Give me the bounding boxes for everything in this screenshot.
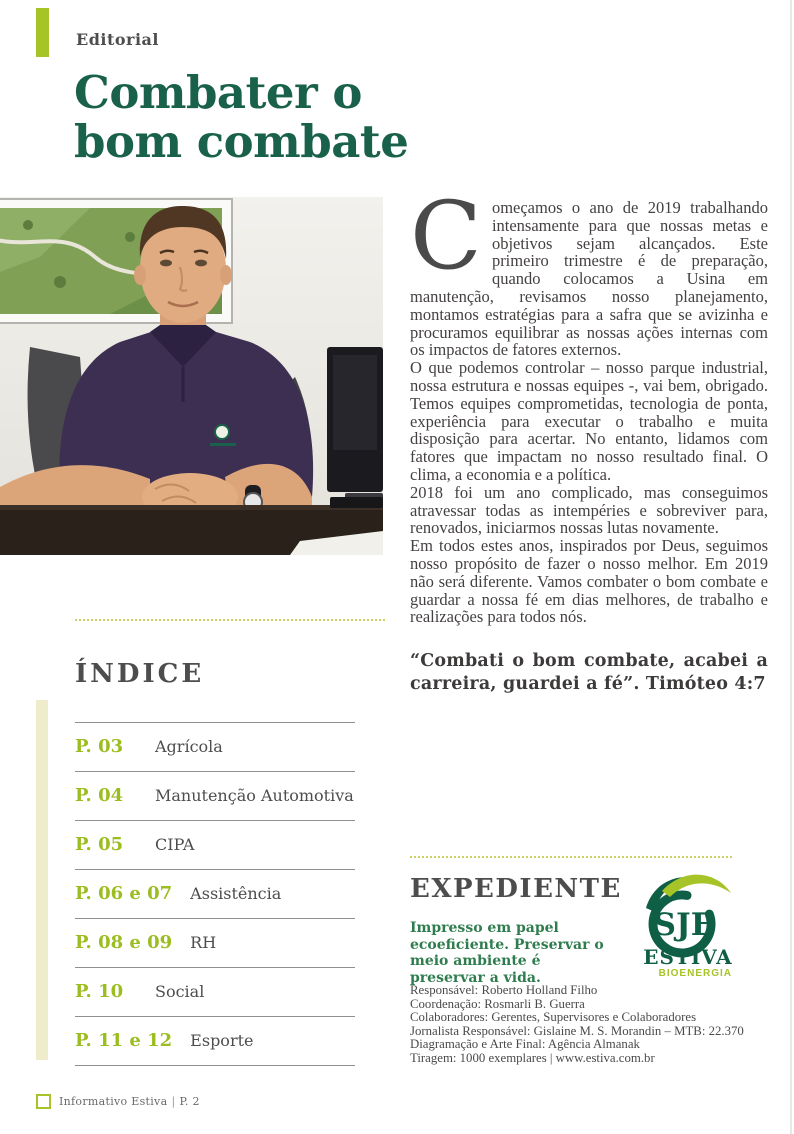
indice-item-label: Esporte [190,1031,254,1051]
computer-monitor [327,347,383,505]
editorial-photo [0,197,383,555]
indice-page-number: P. 10 [75,981,124,1002]
eco-note: Impresso em papel ecoeficiente. Preservar o meio ambiente é preservar a vida. [410,920,604,986]
indice-item-cipa [75,820,355,869]
dotted-separator-left [75,619,385,621]
paragraph-1: Começamos o ano de 2019 trabalhando intensamente para que nossas metas e objetivos sejam alcançados. Este primeiro trimestre é de preparação, quando colocamos a Usina em manutenção, revisamos nosso planejamento, montamos estratégias para a safra que se avizinha e procuramos equilibrar as nossas ações internas com os impactos de fatores externos. [410,182,768,360]
indice-page-number: P. 11 e 12 [75,1030,173,1051]
page-title-line2: bom combate [74,115,409,168]
indice-item-social [75,967,355,1016]
indice-page-number: P. 06 e 07 [75,883,173,904]
indice-item-label: Agrícola [155,737,223,757]
desk [0,497,383,555]
bible-quote: “Combati o bom combate, acabei a carreira, guardei a fé”. Timóteo 4:7 [410,651,768,695]
footer-separator: | [171,1095,176,1108]
logo-name: ESTIVA [643,945,733,969]
paragraph-2: O que podemos controlar – nosso parque industrial, nossa estrutura e nossas equipes -, vai bem, obrigado. Temos equipes comprometidas, tecnologia de ponta, experiência para executar o trabalho e muita disposição para acertar. No entanto, lidamos com fatores que impactam no nosso resultado final. O clima, a economia e a política. [410,358,768,484]
indice-item-label: Social [155,982,205,1002]
page-edge-artifact [790,0,792,1134]
indice-title: ÍNDICE [75,659,205,689]
credit-jornalista: Jornalista Responsável: Gislaine M. S. Morandin – MTB: 22.370 [410,1023,744,1038]
logo-monogram: SJE [653,907,715,943]
credit-tiragem: Tiragem: 1000 exemplares | www.estiva.com.br [410,1050,655,1065]
credit-diagramacao: Diagramação e Arte Final: Agência Almanak [410,1037,640,1052]
footer-page-number: P. 2 [179,1095,200,1108]
indice-accent-bar [36,700,48,1060]
paragraph-3: 2018 foi um ano complicado, mas conseguimos atravessar todas as intempéries e sobreviver para, renovados, iniciarmos nossas lutas novamente. [410,482,768,538]
editorial-article [410,182,768,696]
indice-item-label: RH [190,933,217,953]
logo-swoosh-lime [662,875,731,897]
indice-item-manutencao [75,771,355,820]
expediente-title: EXPEDIENTE [410,874,622,904]
drop-cap: C [410,182,482,291]
credit-colaboradores: Colaboradores: Gerentes, Supervisores e Colaboradores [410,1010,697,1025]
footer-square-icon [36,1094,51,1109]
indice-page-number: P. 03 [75,736,124,757]
footer-label: Informativo Estiva [59,1095,168,1108]
expediente-credits [410,984,770,1066]
indice-page-number: P. 04 [75,785,124,806]
credit-responsavel: Responsável: Roberto Holland Filho [410,983,598,997]
logo-tagline: BIOENERGIA [658,968,732,979]
indice-item-label: Manutenção Automotiva [155,786,354,806]
kicker-accent-bar [36,8,49,57]
indice-list [75,722,355,1066]
paragraph-4: Em todos estes anos, inspirados por Deus, seguimos nosso propósito de fazer o nosso melhor. Em 2019 não será diferente. Vamos combater o bom combate e guardar a nossa fé em dias melhores, de trabalho e realizações para todos nós. [410,536,768,627]
footer [59,1095,200,1108]
credit-coordenacao: Coordenação: Rosmarli B. Guerra [410,996,585,1011]
page-title [74,68,408,166]
indice-item-assistencia [75,869,355,918]
indice-item-esporte [75,1016,355,1066]
indice-page-number: P. 08 e 09 [75,932,173,953]
indice-item-agricola [75,722,355,771]
estiva-logo [632,872,744,980]
indice-page-number: P. 05 [75,834,124,855]
indice-item-rh [75,918,355,967]
dotted-separator-right [410,856,732,858]
indice-item-label: Assistência [190,884,282,904]
indice-item-label: CIPA [155,835,195,855]
page-title-line1: Combater o [74,66,362,119]
section-kicker: Editorial [76,30,159,49]
editorial-body [410,182,768,627]
